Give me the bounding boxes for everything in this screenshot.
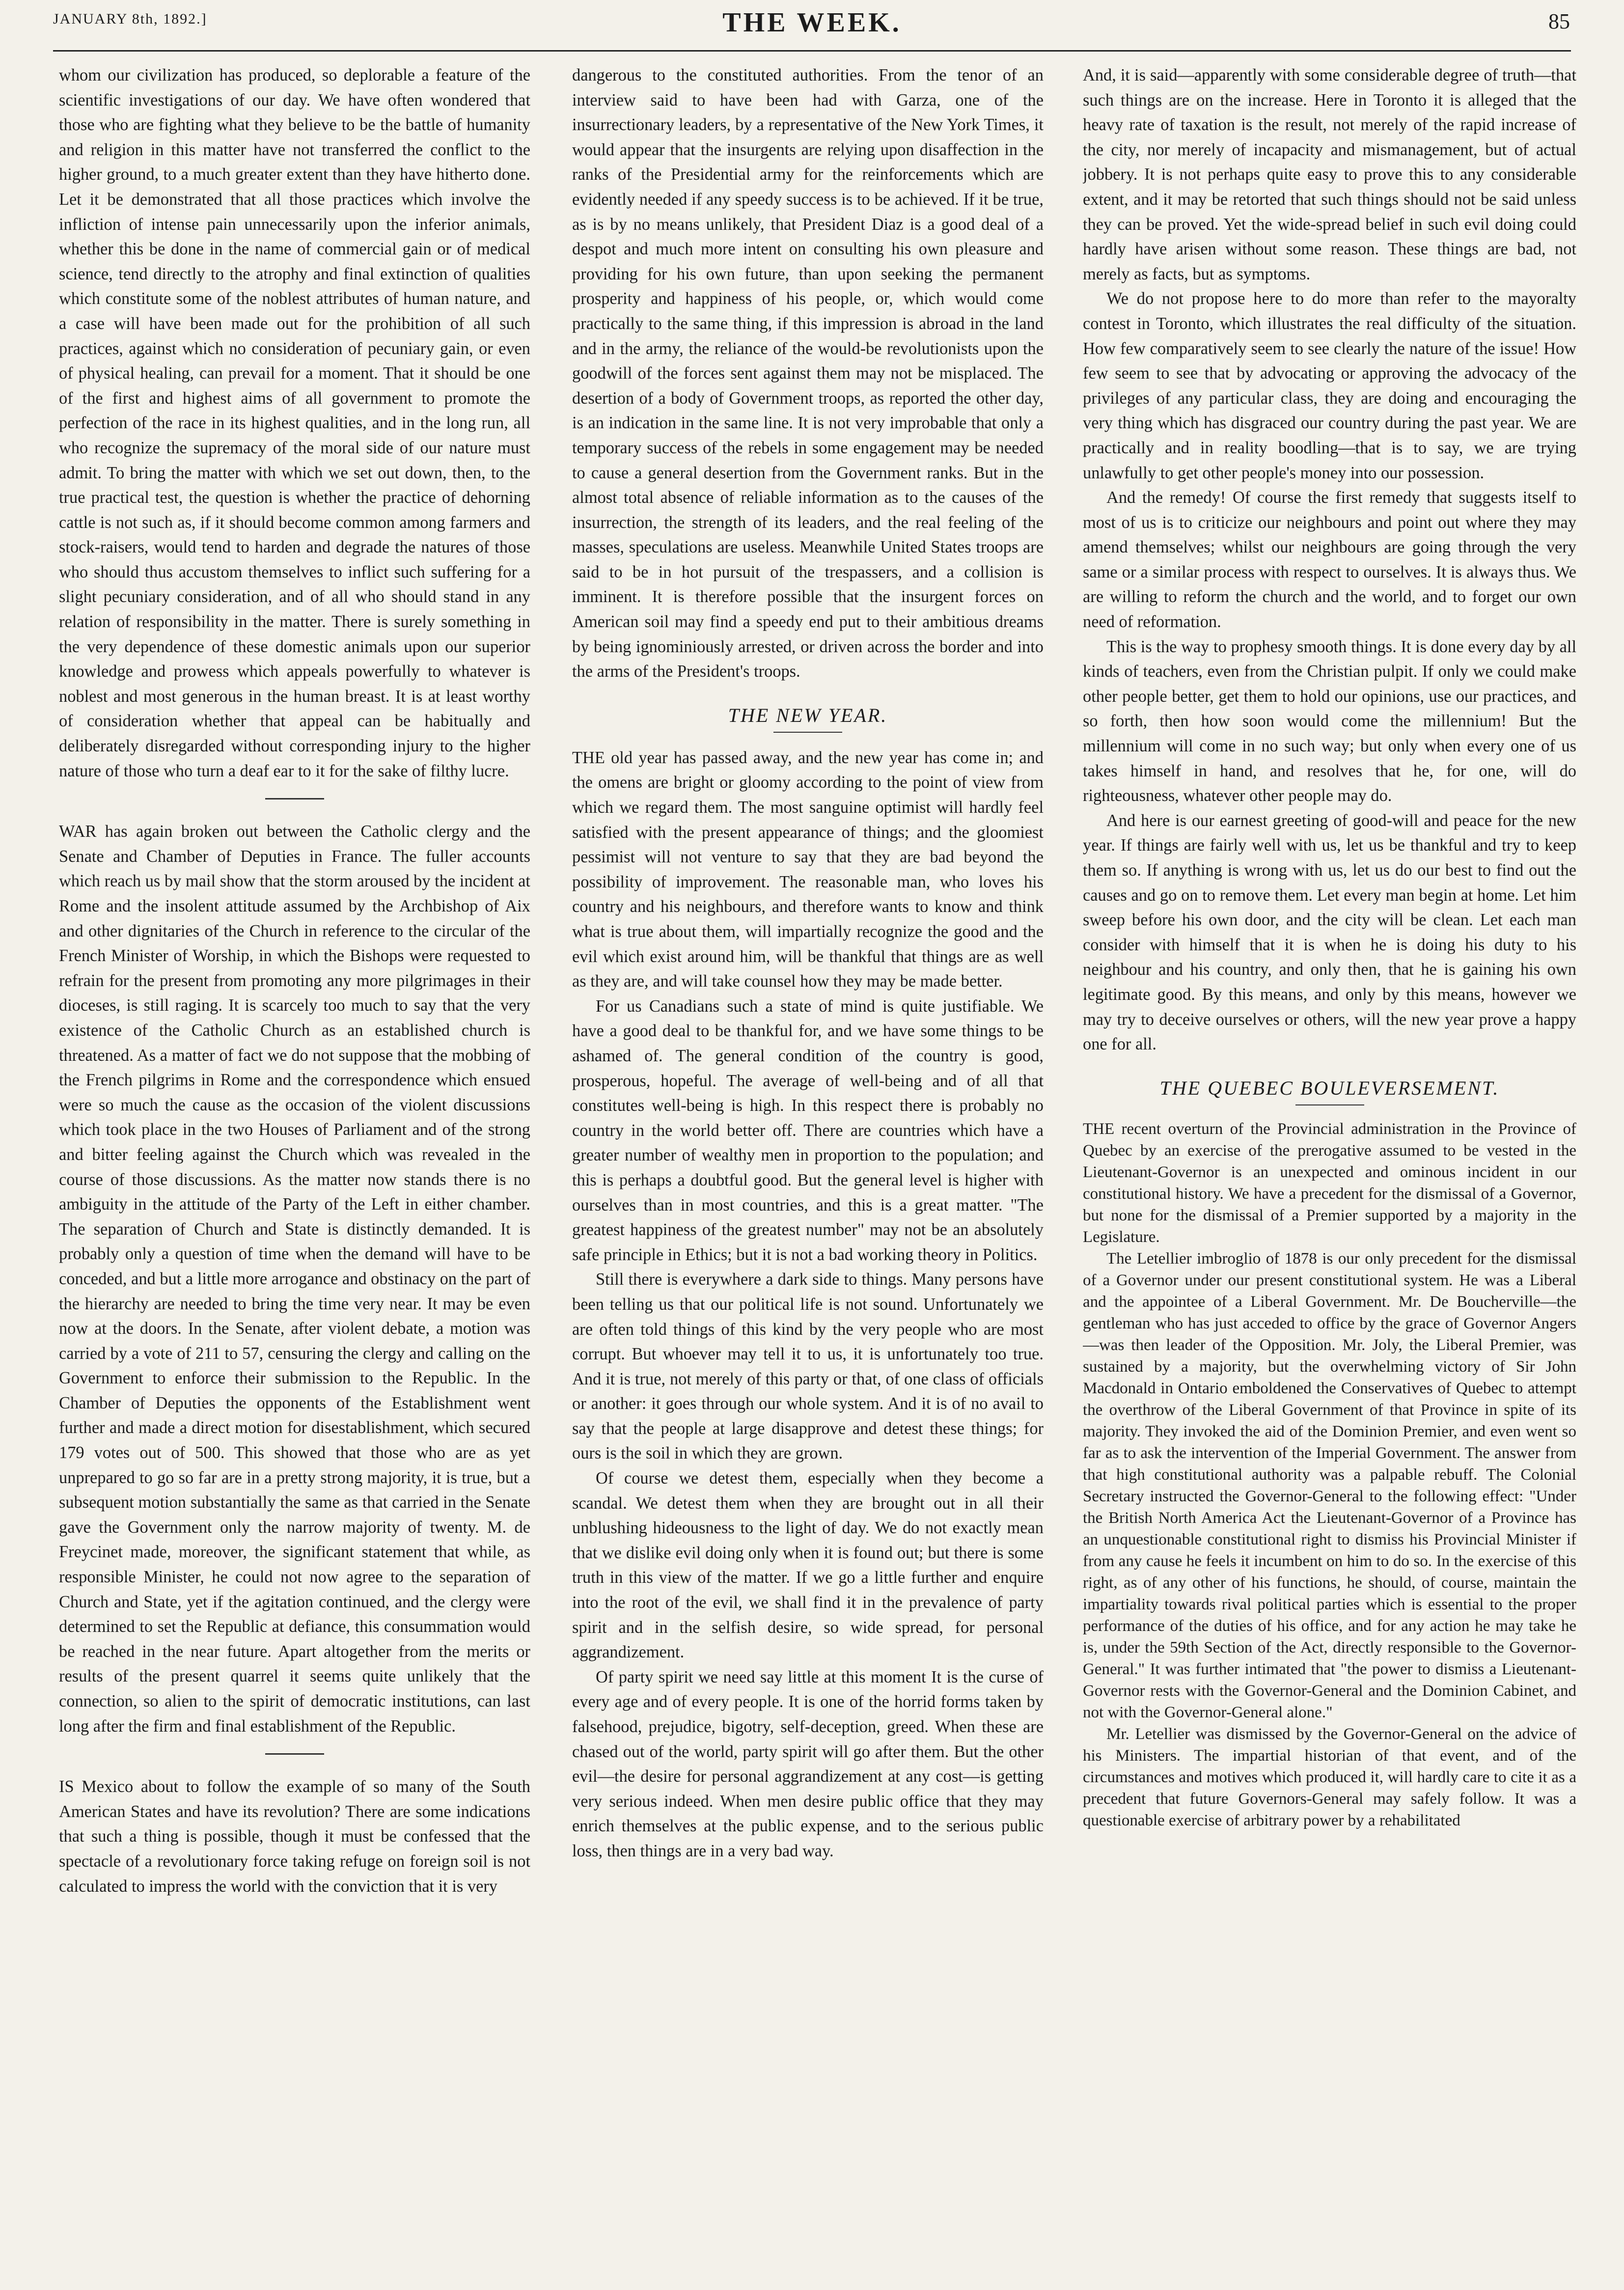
- article-paragraph: Still there is everywhere a dark side to things. Many persons have been telling us that our political life is not sound. Unfortunately we are often told things of this kind by the very people who are most corrupt. But whoever may tell it to us, it is unfortunately too true. And it is true, not merely of this party or that, of one class of officials or another: it goes through our whole system. And it is of no avail to say that the people at large disapprove and detest these things; for ours is the soil in which they are grown.: [572, 1270, 1044, 1463]
- page-number: 85: [1548, 9, 1570, 33]
- column-1: [59, 63, 530, 2278]
- issue-date: JANUARY 8th, 1892.]: [53, 11, 207, 27]
- header-rule: [53, 50, 1571, 52]
- title-rule: [1295, 1104, 1364, 1105]
- article-paragraph: And here is our earnest greeting of good-will and peace for the new year. If things are fairly well with us, let us be thankful and try to keep them so. If anything is wrong with us, let us do our best to find out the causes and go on to remove them. Let every man begin at home. Let him sweep before his own door, and the city will be clean. Let each man consider with himself that it is when he is doing his duty to his neighbour and his country, and only then, that he is gaining his own legitimate good. By this means, and only by this means, however we may try to deceive ourselves or others, will the new year prove a happy one for all.: [1083, 811, 1576, 1054]
- article-paragraph: And the remedy! Of course the first remedy that suggests itself to most of us is to criticize our neighbours and point out where they may amend themselves; whilst our neighbours are going through the very same or a similar process with respect to ourselves. It is always thus. We are willing to reform the church and the world, and to forget our own need of reformation.: [1083, 488, 1576, 632]
- article-paragraph: Of course we detest them, especially when they become a scandal. We detest them when they are brought out in all their unblushing hideousness to the light of day. We do not exactly mean that we dislike evil doing only when it is found out; but there is some truth in this view of the matter. If we go a little further and enquire into the root of the evil, we shall find it in the prevalence of party spirit and in the selfish desire, so wide spread, for personal aggrandizement.: [572, 1469, 1044, 1662]
- section-title-quebec: THE QUEBEC BOULEVERSEMENT.: [1159, 1076, 1500, 1099]
- article-paragraph: THE recent overturn of the Provincial administration in the Province of Quebec by an exercise of the prerogative assumed to be vested in the Lieutenant-Governor is an unexpected and ominous incident in our constitutional history. We have a precedent for the dismissal of a Governor, but none for the dismissal of a Premier supported by a majority in the Legislature.: [1083, 1120, 1576, 1246]
- article-paragraph: whom our civilization has produced, so deplorable a feature of the scientific investigations of our day. We have often wondered that those who are fighting what they believe to be the battle of humanity and religion in this matter have not transferred the conflict to the higher ground, to a much greater extent than they have hitherto done. Let it be demonstrated that all those practices which involve the infliction of intense pain unnecessarily upon the inferior animals, whether this be done in the name of commercial gain or of medical science, tend directly to the atrophy and final extinction of qualities which constitute some of the noblest attributes of human nature, and a case will have been made out for the prohibition of all such practices, against which no consideration of pecuniary gain, or even of physical healing, can prevail for a moment. That it should be one of the first and highest aims of all government to promote the perfection of the race in its highest qualities, and in the long run, all who recognize the supremacy of the moral side of our nature must admit. To bring the matter with which we set out down, then, to the true practical test, the question is whether the practice of dehorning cattle is not such as, if it should become common among farmers and stock-raisers, would tend to harden and degrade the natures of those who should thus accustom themselves to inflict such suffering for a slight pecuniary consideration, and of all who should stand in any relation of responsibility in the matter. There is surely something in the very dependence of these domestic animals upon our superior knowledge and prowess which appeals powerfully to whatever is noblest and most generous in the human breast. It is at least worthy of consideration whether that appeal can be habitually and deliberately disregarded without corresponding injury to the higher nature of those who turn a deaf ear to it for the sake of filthy lucre.: [59, 66, 530, 780]
- article-separator: [265, 1753, 324, 1755]
- article-paragraph: WAR has again broken out between the Catholic clergy and the Senate and Chamber of Deputies in France. The fuller accounts which reach us by mail show that the storm aroused by the incident at Rome and the insolent attitude assumed by the Archbishop of Aix and other dignitaries of the Church in reference to the circular of the French Minister of Worship, in which the Bishops were requested to refrain for the present from promoting any more pilgrimages in their dioceses, is still raging. It is scarcely too much to say that the very existence of the Catholic Church as an established church is threatened. As a matter of fact we do not suppose that the mobbing of the French pilgrims in Rome and the correspondence which ensued were so much the cause as the occasion of the violent discussions which took place in the two Houses of Parliament and of the strong and bitter feeling against the Church which was revealed in the course of those discussions. As the matter now stands there is no ambiguity in the attitude of the Party of the Left in either chamber. The separation of Church and State is distinctly demanded. It is probably only a question of time when the demand will have to be conceded, and but a little more arrogance and obstinacy on the part of the hierarchy are needed to bring the time very near. It may be even now at the doors. In the Senate, after violent debate, a motion was carried by a vote of 211 to 57, censuring the clergy and calling on the Government to enforce their submission to the Republic. In the Chamber of Deputies the opponents of the Establishment went further and made a direct motion for disestablishment, which secured 179 votes out of 500. This showed that those who are as yet unprepared to go so far are in a pretty strong majority, it is true, but a subsequent motion substantially the same as that carried in the Senate gave the Government only the narrow majority of twenty. M. de Freycinet made, moreover, the significant statement that while, as responsible Minister, he could not now agree to the separation of Church and State, yet if the agitation continued, and the clergy were determined to set the Republic at defiance, this consummation would be reached in the near future. Apart altogether from the merits or results of the present quarrel it seems quite unlikely that the connection, so alien to the spirit of democratic institutions, can last long after the firm and final establishment of the Republic.: [59, 822, 530, 1736]
- article-paragraph: dangerous to the constituted authorities. From the tenor of an interview said to have been had with Garza, one of the insurrectionary leaders, by a representative of the New York Times, it would appear that the insurgents are relying upon disaffection in the ranks of the Presidential army for the reinforcements which are evidently needed if any speedy success is to be achieved. If it be true, as is by no means unlikely, that President Diaz is a good deal of a despot and much more intent on consulting his own pleasure and providing for his own future, than upon seeking the permanent prosperity and happiness of his people, or, which would come practically to the same thing, if this impression is abroad in the land and in the army, the reliance of the would-be revolutionists upon the goodwill of the forces sent against them may not be misplaced. The desertion of a body of Government troops, as reported the other day, is an indication in the same line. It is not very improbable that only a temporary success of the rebels in some engagement may be needed to cause a general desertion from the Government ranks. But in the almost total absence of reliable information as to the causes of the insurrection, the strength of its leaders, and the real feeling of the masses, speculations are useless. Meanwhile United States troops are said to be in hot pursuit of the trespassers, and a collision is imminent. It is therefore possible that the insurgent forces on American soil may find a speedy end put to their ambitious dreams by being ignominiously arrested, or driven across the border and into the arms of the President's troops.: [572, 66, 1044, 681]
- section-title-new-year: THE NEW YEAR.: [728, 704, 888, 726]
- article-paragraph: Mr. Letellier was dismissed by the Governor-General on the advice of his Ministers. The impartial historian of that event, and of the circumstances and motives which produced it, will hardly care to cite it as a precedent that future Governors-General may safely follow. It was a questionable exercise of arbitrary power by a rehabilitated: [1083, 1725, 1576, 1829]
- article-paragraph: We do not propose here to do more than refer to the mayoralty contest in Toronto, which illustrates the real difficulty of the situation. How few comparatively seem to see clearly the nature of the issue! How few seem to see that by advocating or approving the advocacy of the privileges of any particular class, they are doing and encouraging the very thing which has disgraced our country during the past year. We are practically and in reality boodling—that is to say, we are trying unlawfully to get other people's money into our possession.: [1083, 289, 1576, 482]
- column-3: [1083, 63, 1576, 2278]
- article-paragraph: For us Canadians such a state of mind is quite justifiable. We have a good deal to be thankful for, and we have some things to be ashamed of. The general condition of the country is good, prosperous, hopeful. The average of well-being and of all that constitutes well-being is high. In this respect there is probably no country in the world better off. There are countries which have a greater number of wealthy men in proportion to the population; and this is perhaps a doubtful good. But the general level is higher with ourselves than in most countries, and this is a great matter. "The greatest happiness of the greatest number" may not be an absolutely safe principle in Ethics; but it is not a bad working theory in Politics.: [572, 996, 1044, 1264]
- title-rule: [773, 732, 842, 733]
- column-2: [572, 63, 1044, 2278]
- article-paragraph: This is the way to prophesy smooth things. It is done every day by all kinds of teachers, even from the Christian pulpit. If only we could make other people better, get them to hold our opinions, use our practices, and so forth, then how soon would come the millennium! But the millennium will come in no such way; but only when every one of us takes himself in hand, and resolves that he, for one, will do righteousness, whatever other people may do.: [1083, 637, 1576, 805]
- article-separator: [265, 798, 324, 800]
- masthead-title: THE WEEK.: [722, 7, 902, 38]
- article-paragraph: THE old year has passed away, and the new year has come in; and the omens are bright or gloomy according to the point of view from which we regard them. The most sanguine optimist will hardly feel satisfied with the present appearance of things; and the gloomiest pessimist will not venture to say that they are bad beyond the possibility of improvement. The reasonable man, who loves his country and his neighbours, and therefore wants to know and think what is true about them, will impartially recognize the good and the evil which exist around him, will be thankful that things are as well as they are, and will take counsel how they may be made better.: [572, 748, 1044, 991]
- article-paragraph: Of party spirit we need say little at this moment It is the curse of every age and of every people. It is one of the horrid forms taken by falsehood, prejudice, bigotry, self-deception, greed. When these are chased out of the world, party spirit will go after them. But the other evil—the desire for personal aggrandizement at any cost—is getting very serious indeed. When men desire public office that they may enrich themselves at the public expense, and to the serious public loss, then things are in a very bad way.: [572, 1667, 1044, 1860]
- article-paragraph: IS Mexico about to follow the example of so many of the South American States and have its revolution? There are some indications that such a thing is possible, though it must be confessed that the spectacle of a revolutionary force taking refuge on foreign soil is not calculated to impress the world with the conviction that it is very: [59, 1777, 530, 1896]
- article-paragraph: The Letellier imbroglio of 1878 is our only precedent for the dismissal of a Governor under our present constitutional system. He was a Liberal and the appointee of a Liberal Government. Mr. De Boucherville—the gentleman who has just acceded to office by the grace of Governor Angers—was then leader of the Opposition. Mr. Joly, the Liberal Premier, was sustained by a majority, but the overwhelming victory of Sir John Macdonald in Ontario emboldened the Conservatives of Quebec to attempt the overthrow of the Liberal Government of that Province in spite of its majority. They invoked the aid of the Dominion Premier, and even went so far as to ask the intervention of the Imperial Government. The answer from that high constitutional authority was a palpable rebuff. The Colonial Secretary instructed the Governor-General to the following effect: "Under the British North America Act the Lieutenant-Governor of a Province has an unquestionable constitutional right to dismiss his Provincial Minister if from any cause he feels it incumbent on him to do so. In the exercise of this right, as of any other of his functions, he should, of course, maintain the impartiality towards rival political parties which is essential to the proper performance of the duties of his office, and for any action he may take he is, under the 59th Section of the Act, directly responsible to the Governor-General." It was further intimated that "the power to dismiss a Lieutenant-Governor rests with the Governor-General and the Dominion Cabinet, and not with the Governor-General alone.": [1083, 1249, 1576, 1721]
- article-paragraph: And, it is said—apparently with some considerable degree of truth—that such things are on the increase. Here in Toronto it is alleged that the heavy rate of taxation is the result, not merely of the rapid increase of the city, nor merely of incapacity and mismanagement, but of actual jobbery. It is not perhaps quite easy to prove this to any considerable extent, and it may be retorted that such things should not be said unless they can be proved. Yet the wide-spread belief in such evil doing could hardly have arisen without some reason. These things are bad, not merely as facts, but as symptoms.: [1083, 66, 1576, 283]
